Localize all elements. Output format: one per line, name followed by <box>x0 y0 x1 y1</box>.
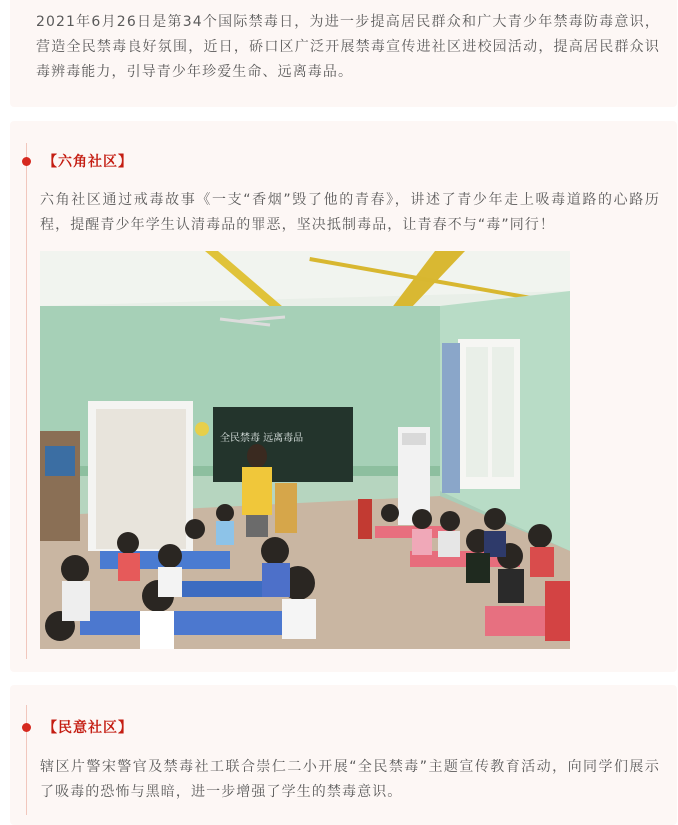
section-title: 【六角社区】 <box>43 154 133 170</box>
section-card-liujiao <box>10 121 677 672</box>
section-card-minyi <box>10 685 677 825</box>
timeline-dot <box>22 723 31 732</box>
timeline-line <box>26 143 27 659</box>
timeline-dot <box>22 157 31 166</box>
timeline-line <box>26 705 27 815</box>
section-paragraph: 六角社区通过戒毒故事《一支“香烟”毁了他的青春》，讲述了青少年走上吸毒道路的心路历程，提醒青少年学生认清毒品的罪恶，坚决抵制毒品，让青春不与“毒”同行！ <box>40 192 660 233</box>
intro-paragraph: 2021年6月26日是第34个国际禁毒日，为进一步提高居民群众和广大青少年禁毒防毒意识，营造全民禁毒良好氛围，近日，硚口区广泛开展禁毒宣传进社区进校园活动，提高居民群众识毒辨毒能力，引导青少年珍爱生命、远离毒品。 <box>36 14 660 80</box>
classroom-photo <box>40 251 570 649</box>
section-paragraph: 辖区片警宋警官及禁毒社工联合崇仁二小开展“全民禁毒”主题宣传教育活动，向同学们展示了吸毒的恐怖与黑暗，进一步增强了学生的禁毒意识。 <box>40 759 660 800</box>
blackboard-text: 全民禁毒 远离毒品 <box>220 433 304 444</box>
section-title: 【民意社区】 <box>43 720 133 736</box>
intro-card <box>10 0 677 107</box>
